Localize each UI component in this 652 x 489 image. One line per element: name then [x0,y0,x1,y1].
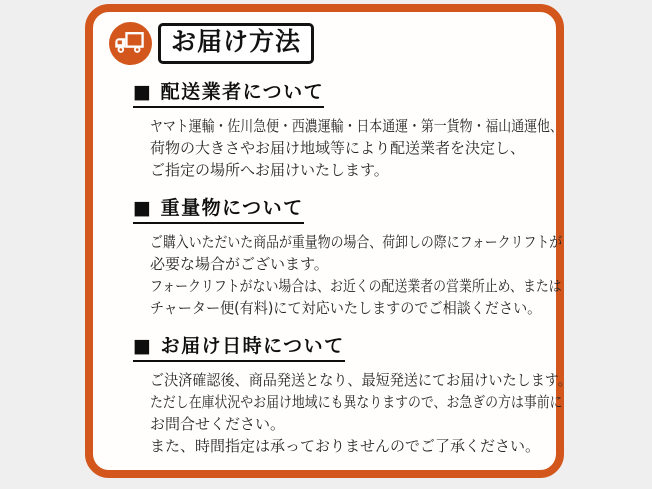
truck-icon [109,22,152,65]
section-heavy-items-body [133,231,563,319]
section-carriers-body [133,115,563,181]
section-delivery-schedule [133,331,572,457]
body-line: ただし在庫状況やお届け地域にも異なりますので、お急ぎの方は事前に [150,393,563,411]
body-line: フォークリフトがない場合は、お近くの配送業者の営業所止め、または [150,277,562,295]
body-line: 必要な場合がございます。 [150,255,329,273]
body-line: お問合せください。 [150,415,286,433]
body-line: チャーター便(有料)にて対応いたしますのでご相談ください。 [150,299,542,317]
section-heavy-items-heading: ■ 重量物について [133,193,304,224]
panel-title-row [109,22,556,65]
section-carriers [133,77,563,181]
delivery-info-panel [85,4,572,478]
section-delivery-schedule-heading: ■ お届け日時について [133,331,345,362]
section-heavy-items [133,193,563,319]
panel-title: お届け方法 [158,23,314,64]
body-line: ご決済確認後、商品発送となり、最短発送にてお届けいたします。 [150,371,572,389]
body-line: また、時間指定は承っておりませんのでご了承ください。 [150,437,541,455]
panel-content [93,12,572,457]
body-line: ヤマト運輸・佐川急便・西濃運輸・日本通運・第一貨物・福山通運他、 [150,117,563,135]
section-delivery-schedule-body [133,369,572,457]
body-line: 荷物の大きさやお届け地域等により配送業者を決定し、 [150,139,526,157]
body-line: ご指定の場所へお届けいたします。 [150,161,389,179]
section-carriers-heading: ■ 配送業者について [133,77,324,108]
body-line: ご購入いただいた商品が重量物の場合、荷卸しの際にフォークリフトが [150,233,563,251]
